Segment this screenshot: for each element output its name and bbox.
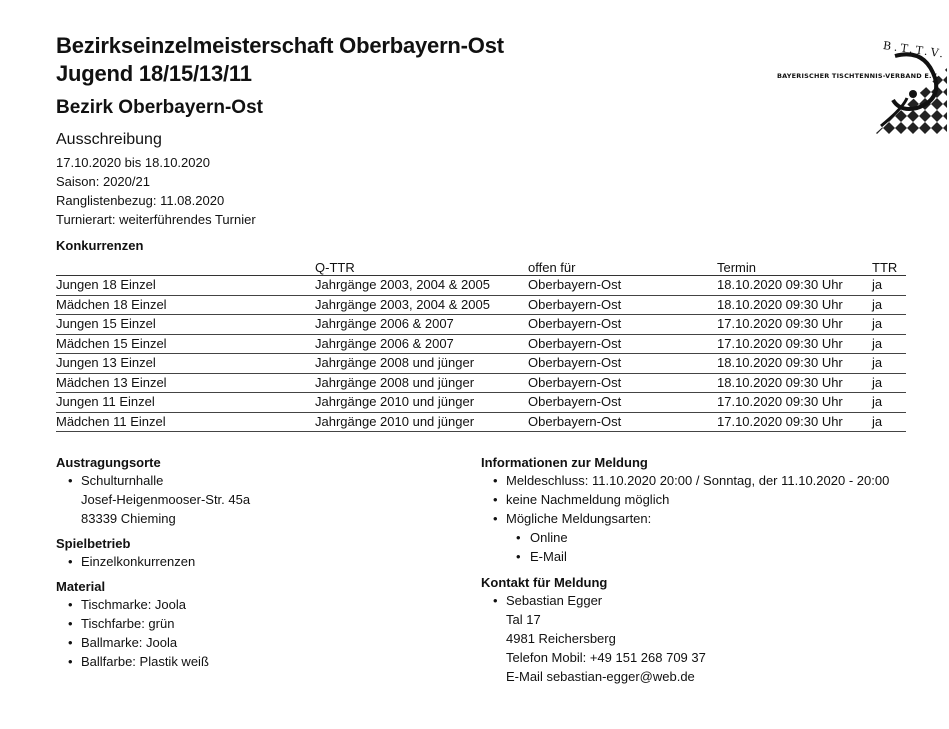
konkurrenzen-body	[56, 276, 906, 432]
list-item: • Ballmarke: Joola	[56, 633, 456, 652]
kontakt-list	[481, 591, 941, 686]
title-line-2: Jugend 18/15/13/11	[56, 61, 252, 86]
konkurrenzen-table	[56, 255, 906, 432]
kontakt-title: Kontakt für Meldung	[481, 575, 608, 590]
table-cell: Jahrgänge 2006 & 2007	[315, 315, 528, 335]
list-item	[481, 591, 941, 686]
contact-email: E-Mail sebastian-egger@web.de	[506, 669, 695, 684]
table-cell: 18.10.2020 09:30 Uhr	[717, 373, 872, 393]
contact-name: • Sebastian Egger	[506, 593, 603, 608]
table-cell: 17.10.2020 09:30 Uhr	[717, 334, 872, 354]
konkurrenzen-title: Konkurrenzen	[56, 238, 144, 253]
list-item: • Tischfarbe: grün	[56, 614, 456, 633]
table-cell: Oberbayern-Ost	[528, 354, 717, 374]
table-cell: Jahrgänge 2003, 2004 & 2005	[315, 295, 528, 315]
column-header	[56, 255, 315, 276]
bttv-logo	[775, 38, 947, 134]
document-title	[56, 32, 504, 88]
material-title: Material	[56, 579, 106, 594]
meldung-list	[481, 471, 941, 566]
list-item: • Meldeschluss: 11.10.2020 20:00 / Sonntag, der 11.10.2020 - 20:00	[481, 471, 941, 490]
table-cell: ja	[872, 412, 906, 432]
table-row	[56, 354, 906, 374]
table-cell: Jahrgänge 2008 und jünger	[315, 354, 528, 374]
svg-text:B.T.T.V.: B.T.T.V.	[882, 38, 947, 61]
venue-city: 83339 Chieming	[81, 511, 176, 526]
table-cell: Jungen 18 Einzel	[56, 276, 315, 296]
ranking-reference: Ranglistenbezug: 11.08.2020	[56, 193, 225, 208]
venue-street: Josef-Heigenmooser-Str. 45a	[81, 492, 251, 507]
table-cell: Jungen 15 Einzel	[56, 315, 315, 335]
list-item: • E-Mail	[506, 547, 941, 566]
list-item: • keine Nachmeldung möglich	[481, 490, 941, 509]
table-row	[56, 295, 906, 315]
list-item: • Online	[506, 528, 941, 547]
meldungsarten-list	[506, 528, 941, 566]
tournament-meta	[56, 153, 256, 229]
austragungsorte-list	[56, 471, 456, 528]
table-cell: ja	[872, 315, 906, 335]
contact-street: Tal 17	[506, 612, 541, 627]
table-cell: 17.10.2020 09:30 Uhr	[717, 315, 872, 335]
column-header: Q-TTR	[315, 255, 528, 276]
tournament-type: Turnierart: weiterführendes Turnier	[56, 212, 256, 227]
table-row	[56, 393, 906, 413]
table-row	[56, 334, 906, 354]
list-item: • Ballfarbe: Plastik weiß	[56, 652, 456, 671]
table-cell: 17.10.2020 09:30 Uhr	[717, 393, 872, 413]
list-item	[56, 471, 456, 528]
table-cell: Jungen 13 Einzel	[56, 354, 315, 374]
list-item: • Tischmarke: Joola	[56, 595, 456, 614]
meldung-title: Informationen zur Meldung	[481, 455, 648, 470]
list-item: • Einzelkonkurrenzen	[56, 552, 456, 571]
table-cell: Jungen 11 Einzel	[56, 393, 315, 413]
left-column	[56, 455, 456, 671]
table-cell: Oberbayern-Ost	[528, 295, 717, 315]
season: Saison: 2020/21	[56, 174, 150, 189]
table-cell: Oberbayern-Ost	[528, 373, 717, 393]
table-cell: Mädchen 11 Einzel	[56, 412, 315, 432]
spielbetrieb-list	[56, 552, 456, 571]
table-row	[56, 276, 906, 296]
table-cell: Jahrgänge 2003, 2004 & 2005	[315, 276, 528, 296]
table-cell: Jahrgänge 2008 und jünger	[315, 373, 528, 393]
table-header-row	[56, 255, 906, 276]
table-cell: Jahrgänge 2010 und jünger	[315, 393, 528, 413]
table-cell: Oberbayern-Ost	[528, 412, 717, 432]
table-cell: 17.10.2020 09:30 Uhr	[717, 412, 872, 432]
logo-caption: BAYERISCHER TISCHTENNIS-VERBAND E.V.	[777, 72, 939, 80]
table-row	[56, 373, 906, 393]
title-line-1: Bezirkseinzelmeisterschaft Oberbayern-Ost	[56, 33, 504, 58]
table-cell: Mädchen 13 Einzel	[56, 373, 315, 393]
column-header: offen für	[528, 255, 717, 276]
table-cell: Mädchen 18 Einzel	[56, 295, 315, 315]
table-cell: Oberbayern-Ost	[528, 276, 717, 296]
table-cell: ja	[872, 354, 906, 374]
table-cell: 18.10.2020 09:30 Uhr	[717, 276, 872, 296]
table-cell: 18.10.2020 09:30 Uhr	[717, 295, 872, 315]
tournament-date: 17.10.2020 bis 18.10.2020	[56, 155, 210, 170]
venue-name: • Schulturnhalle	[81, 473, 164, 488]
table-cell: ja	[872, 373, 906, 393]
table-cell: ja	[872, 295, 906, 315]
bttv-logo-graphic	[775, 38, 947, 134]
austragungsorte-title: Austragungsorte	[56, 455, 161, 470]
right-column	[481, 455, 941, 686]
table-cell: Oberbayern-Ost	[528, 334, 717, 354]
material-list	[56, 595, 456, 671]
table-cell: ja	[872, 393, 906, 413]
table-cell: Mädchen 15 Einzel	[56, 334, 315, 354]
table-row	[56, 412, 906, 432]
column-header: Termin	[717, 255, 872, 276]
contact-phone: Telefon Mobil: +49 151 268 709 37	[506, 650, 706, 665]
column-header: TTR	[872, 255, 906, 276]
table-cell: 18.10.2020 09:30 Uhr	[717, 354, 872, 374]
district-subtitle: Bezirk Oberbayern-Ost	[56, 97, 263, 118]
meldungsarten-label: • Mögliche Meldungsarten:	[506, 511, 652, 526]
table-cell: ja	[872, 334, 906, 354]
table-cell: Oberbayern-Ost	[528, 393, 717, 413]
table-row	[56, 315, 906, 335]
contact-city: 4981 Reichersberg	[506, 631, 616, 646]
spielbetrieb-title: Spielbetrieb	[56, 536, 131, 551]
list-item	[481, 509, 941, 566]
table-cell: Jahrgänge 2010 und jünger	[315, 412, 528, 432]
table-cell: ja	[872, 276, 906, 296]
table-cell: Jahrgänge 2006 & 2007	[315, 334, 528, 354]
table-cell: Oberbayern-Ost	[528, 315, 717, 335]
ausschreibung-heading: Ausschreibung	[56, 131, 162, 148]
